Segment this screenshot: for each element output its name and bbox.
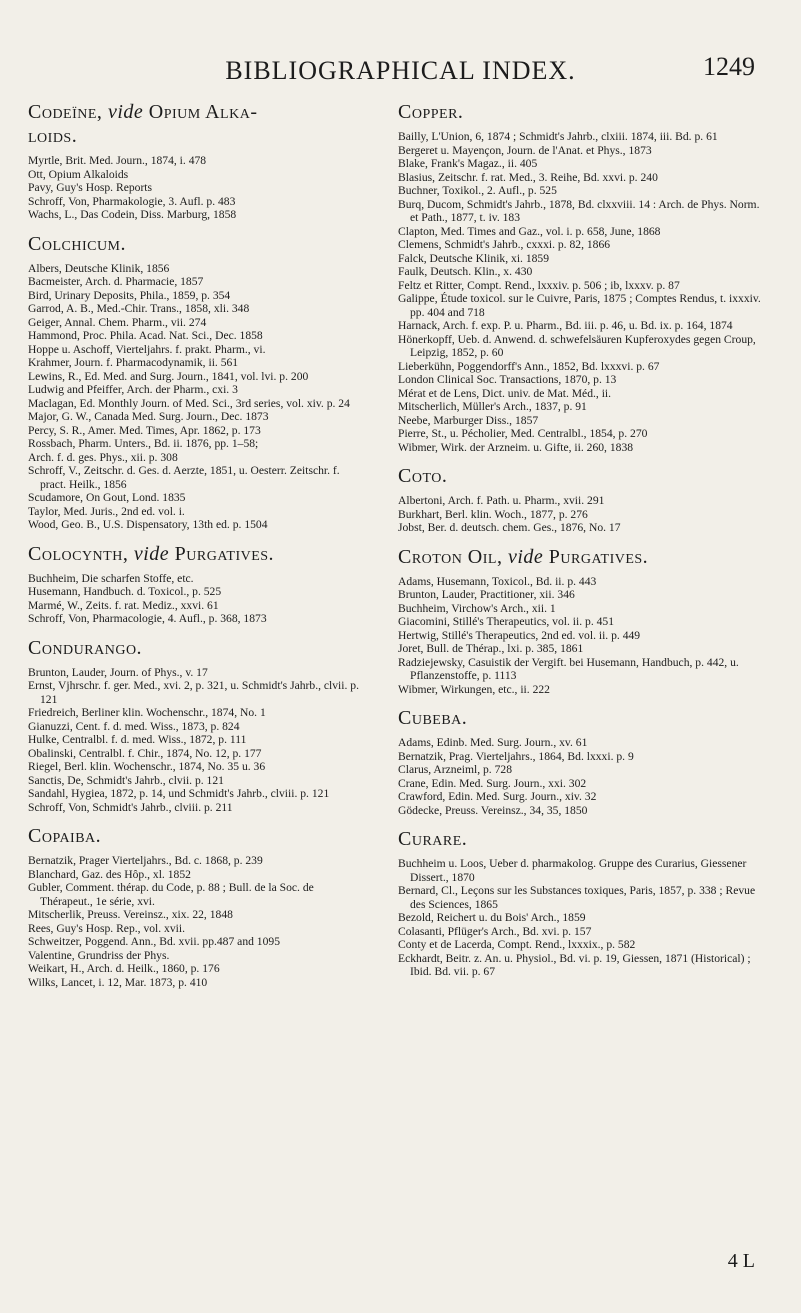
- section-heading: [28, 100, 368, 148]
- bibliography-entry: Blasius, Zeitschr. f. rat. Med., 3. Reihe, Bd. xxvi. p. 240: [398, 170, 658, 184]
- bibliography-entry: Mitscherlich, Müller's Arch., 1837, p. 91: [398, 400, 587, 413]
- bibliography-entry: Hertwig, Stillé's Therapeutics, 2nd ed. vol. ii. p. 449: [398, 628, 641, 642]
- section-heading: [28, 824, 368, 848]
- bibliography-entry: Bernatzik, Prag. Vierteljahrs., 1864, Bd. lxxxi. p. 9: [398, 749, 634, 763]
- bibliography-entry: Myrtle, Brit. Med. Journ., 1874, i. 478: [28, 154, 207, 167]
- bibliography-entry: Ott, Opium Alkaloids: [28, 167, 129, 181]
- bibliography-entry: London Clinical Soc. Transactions, 1870, p. 13: [398, 373, 617, 386]
- page-number: 1249: [703, 52, 755, 81]
- bibliography-entry: Clarus, Arzneiml, p. 728: [398, 763, 512, 776]
- bibliography-entry: Wibmer, Wirkungen, etc., ii. 222: [398, 682, 550, 696]
- index-section: [398, 706, 770, 817]
- bibliography-entry: Schroff, Von, Schmidt's Jahrb., clviii. p. 211: [28, 800, 233, 814]
- bibliography-entry: Gianuzzi, Cent. f. d. med. Wiss., 1873, p. 824: [28, 719, 240, 733]
- bibliography-entry: Hoppe u. Aschoff, Vierteljahrs. f. prakt. Pharm., vi.: [28, 342, 266, 356]
- index-section: [28, 232, 368, 532]
- section-heading: [28, 232, 368, 256]
- heading-vide: vide: [507, 545, 544, 568]
- bibliography-entry: Wilks, Lancet, i. 12, Mar. 1873, p. 410: [28, 975, 208, 989]
- bibliography-entry: Krahmer, Journ. f. Pharmacodynamik, ii. 561: [28, 356, 239, 369]
- index-section: [398, 100, 770, 454]
- bibliography-entry: Bezold, Reichert u. du Bois' Arch., 1859: [398, 911, 586, 924]
- bibliography-entry: Arch. f. d. ges. Phys., xii. p. 308: [28, 450, 178, 464]
- bibliography-entry: Sandahl, Hygiea, 1872, p. 14, und Schmidt's Jahrb., clviii. p. 121: [28, 787, 330, 800]
- heading-text: Curare.: [398, 828, 468, 850]
- bibliography-entry: Weikart, H., Arch. d. Heilk., 1860, p. 176: [28, 962, 220, 975]
- bibliography-entry: Hönerkopff, Ueb. d. Anwend. d. schwefelsäuren Kupferoxydes gegen Croup, Leipzig, 1852, p. 60: [398, 332, 756, 359]
- bibliography-entry: Pavy, Guy's Hosp. Reports: [28, 181, 153, 194]
- heading-text: Purgatives.: [174, 542, 275, 565]
- bibliography-entry: Husemann, Handbuch. d. Toxicol., p. 525: [28, 585, 222, 598]
- heading-vide: vide: [107, 101, 144, 123]
- bibliography-entry: Rees, Guy's Hosp. Rep., vol. xvii.: [28, 921, 185, 935]
- bibliography-entry: Mérat et de Lens, Dict. univ. de Mat. Méd., ii.: [398, 386, 612, 400]
- bibliography-entry: Pierre, St., u. Pécholier, Med. Centralbl., 1854, p. 270: [398, 427, 648, 440]
- bibliography-entry: Scudamore, On Gout, Lond. 1835: [28, 491, 186, 504]
- section-heading: [28, 542, 368, 566]
- bibliography-entry: Clapton, Med. Times and Gaz., vol. i. p. 658, June, 1868: [398, 224, 661, 238]
- heading-text: Condurango.: [28, 636, 143, 659]
- bibliography-entry: Garrod, A. B., Med.-Chir. Trans., 1858, xli. 348: [28, 302, 250, 315]
- bibliography-entry: Bailly, L'Union, 6, 1874 ; Schmidt's Jahrb., clxiii. 1874, iii. Bd. p. 61: [398, 130, 718, 143]
- heading-vide: vide: [133, 542, 170, 565]
- bibliography-entry: Eckhardt, Beitr. z. An. u. Physiol., Bd. vi. p. 19, Giessen, 1871 (Historical) ; Ibid. Bd. vii. p. 67: [398, 951, 751, 978]
- bibliography-entry: Adams, Edinb. Med. Surg. Journ., xv. 61: [398, 736, 588, 749]
- section-heading: [398, 827, 770, 851]
- bibliography-entry: Adams, Husemann, Toxicol., Bd. ii. p. 443: [398, 574, 597, 588]
- bibliography-entry: Buchheim, Die scharfen Stoffe, etc.: [28, 571, 194, 585]
- bibliography-entry: Rossbach, Pharm. Unters., Bd. ii. 1876, pp. 1–58;: [28, 437, 259, 450]
- heading-text: Codeïne,: [28, 101, 103, 123]
- bibliography-entry: Albers, Deutsche Klinik, 1856: [28, 261, 170, 275]
- bibliography-entry: Buchheim, Virchow's Arch., xii. 1: [398, 601, 556, 615]
- bibliography-entry: Brunton, Lauder, Journ. of Phys., v. 17: [28, 665, 208, 679]
- index-section: [28, 824, 368, 989]
- bibliography-entry: Bernard, Cl., Leçons sur les Substances toxiques, Paris, 1857, p. 338 ; Revue des Sciences, 1865: [398, 884, 756, 911]
- heading-text: Colocynth,: [28, 542, 129, 565]
- bibliography-entry: Faulk, Deutsch. Klin., x. 430: [398, 265, 533, 278]
- bibliography-entry: Buchner, Toxikol., 2. Aufl., p. 525: [398, 184, 557, 197]
- bibliography-entry: Bird, Urinary Deposits, Phila., 1859, p. 354: [28, 288, 231, 302]
- bibliography-entry: Joret, Bull. de Thérap., lxi. p. 385, 1861: [398, 642, 584, 655]
- bibliography-entry: Schroff, Von, Pharmakologie, 3. Aufl. p. 483: [28, 194, 236, 208]
- bibliography-entry: Obalinski, Centralbl. f. Chir., 1874, No. 12, p. 177: [28, 746, 262, 760]
- bibliography-entry: Hammond, Proc. Phila. Acad. Nat. Sci., Dec. 1858: [28, 329, 263, 342]
- bibliography-entry: Lieberkühn, Poggendorff's Ann., 1852, Bd. lxxxvi. p. 67: [398, 359, 660, 373]
- bibliography-entry: Gubler, Comment. thérap. du Code, p. 88 ; Bull. de la Soc. de Thérapeut., 1e série, xvi.: [28, 881, 314, 908]
- bibliography-entry: Riegel, Berl. klin. Wochenschr., 1874, No. 35 u. 36: [28, 760, 266, 773]
- bibliography-entry: Harnack, Arch. f. exp. P. u. Pharm., Bd. iii. p. 46, u. Bd. ix. p. 164, 1874: [398, 319, 733, 332]
- bibliography-entry: Radziejewsky, Casuistik der Vergift. bei Husemann, Handbuch, p. 442, u. Pflanzenstoffe, p. 1113: [398, 655, 739, 682]
- bibliography-entry: Crane, Edin. Med. Surg. Journ., xxi. 302: [398, 776, 587, 790]
- index-section: [28, 542, 368, 626]
- bibliography-entry: Ernst, Vjhrschr. f. ger. Med., xvi. 2, p. 321, u. Schmidt's Jahrb., clvii. p. 121: [28, 679, 359, 706]
- bibliography-entry: Schweitzer, Poggend. Ann., Bd. xvii. pp.487 and 1095: [28, 935, 280, 948]
- bibliography-entry: Burkhart, Berl. klin. Woch., 1877, p. 276: [398, 507, 588, 521]
- heading-text: loids.: [28, 125, 78, 147]
- bibliography-entry: Bernatzik, Prager Vierteljahrs., Bd. c. 1868, p. 239: [28, 854, 263, 867]
- bibliography-entry: Bergeret u. Mayençon, Journ. de l'Anat. et Phys., 1873: [398, 143, 652, 157]
- bibliography-entry: Brunton, Lauder, Practitioner, xii. 346: [398, 588, 575, 601]
- bibliography-entry: Schroff, V., Zeitschr. d. Ges. d. Aerzte, 1851, u. Oesterr. Zeitschr. f. pract. Heilk., 1856: [28, 464, 340, 491]
- bibliography-entry: Valentine, Grundriss der Phys.: [28, 948, 170, 962]
- heading-text: Purgatives.: [548, 545, 649, 568]
- bibliography-entry: Gödecke, Preuss. Vereinsz., 34, 35, 1850: [398, 803, 588, 817]
- bibliography-entry: Wood, Geo. B., U.S. Dispensatory, 13th ed. p. 1504: [28, 518, 268, 531]
- bibliography-entry: Hulke, Centralbl. f. d. med. Wiss., 1872, p. 111: [28, 733, 247, 746]
- heading-text: Coto.: [398, 465, 448, 487]
- bibliography-entry: Burq, Ducom, Schmidt's Jahrb., 1878, Bd. clxxviii. 14 : Arch. de Phys. Norm. et Path., 1877, t. iv. 183: [398, 197, 760, 224]
- bibliography-entry: Wibmer, Wirk. der Arzneim. u. Gifte, ii. 260, 1838: [398, 440, 634, 454]
- bibliography-entry: Galippe, Étude toxicol. sur le Cuivre, Paris, 1875 ; Comptes Rendus, t. ixxxiv. pp. 404 and 718: [398, 292, 761, 319]
- bibliography-entry: Ludwig and Pfeiffer, Arch. der Pharm., cxi. 3: [28, 383, 238, 396]
- bibliography-entry: Wachs, L., Das Codein, Diss. Marburg, 1858: [28, 208, 237, 221]
- bibliography-entry: Colasanti, Pflüger's Arch., Bd. xvi. p. 157: [398, 924, 592, 938]
- bibliography-entry: Jobst, Ber. d. deutsch. chem. Ges., 1876, No. 17: [398, 521, 621, 534]
- left-column: [28, 100, 368, 999]
- index-section: [28, 636, 368, 815]
- section-heading: [398, 100, 770, 124]
- bibliography-entry: Blanchard, Gaz. des Hôp., xl. 1852: [28, 867, 191, 881]
- heading-text: Copper.: [398, 101, 464, 123]
- index-section: [28, 100, 368, 222]
- bibliography-entry: Giacomini, Stillé's Therapeutics, vol. ii. p. 451: [398, 615, 615, 628]
- bibliography-entry: Clemens, Schmidt's Jahrb., cxxxi. p. 82, 1866: [398, 238, 611, 251]
- bibliography-entry: Falck, Deutsche Klinik, xi. 1859: [398, 251, 550, 265]
- bibliography-entry: Feltz et Ritter, Compt. Rend., lxxxiv. p. 506 ; ib, lxxxv. p. 87: [398, 278, 680, 292]
- bibliography-entry: Marmé, W., Zeits. f. rat. Mediz., xxvi. 61: [28, 598, 219, 612]
- section-heading: [398, 706, 770, 730]
- bibliography-entry: Friedreich, Berliner klin. Wochenschr., 1874, No. 1: [28, 706, 266, 719]
- signature-mark: 4 L: [727, 1250, 755, 1272]
- index-section: [398, 827, 770, 979]
- bibliography-entry: Geiger, Annal. Chem. Pharm., vii. 274: [28, 315, 207, 329]
- bibliography-entry: Percy, S. R., Amer. Med. Times, Apr. 1862, p. 173: [28, 423, 261, 437]
- heading-text: Opium Alka-: [148, 101, 258, 123]
- bibliography-entry: Buchheim u. Loos, Ueber d. pharmakolog. Gruppe des Curarius, Giessener Dissert., 1870: [398, 857, 747, 884]
- bibliography-entry: Neebe, Marburger Diss., 1857: [398, 413, 539, 427]
- bibliography-entry: Lewins, R., Ed. Med. and Surg. Journ., 1841, vol. lvi. p. 200: [28, 369, 309, 383]
- index-section: [398, 464, 770, 535]
- bibliography-entry: Blake, Frank's Magaz., ii. 405: [398, 157, 538, 170]
- index-section: [398, 545, 770, 697]
- section-heading: [398, 545, 770, 569]
- page-header: [0, 48, 801, 88]
- section-heading: [28, 636, 368, 660]
- bibliography-entry: Mitscherlik, Preuss. Vereinsz., xix. 22, 1848: [28, 908, 233, 921]
- heading-text: Colchicum.: [28, 232, 127, 255]
- heading-text: Croton Oil,: [398, 545, 503, 568]
- bibliography-entry: Sanctis, De, Schmidt's Jahrb., clvii. p. 121: [28, 773, 224, 787]
- section-heading: [398, 464, 770, 488]
- bibliography-entry: Crawford, Edin. Med. Surg. Journ., xiv. 32: [398, 790, 597, 803]
- heading-text: Cubeba.: [398, 707, 468, 729]
- right-column: [398, 100, 770, 989]
- bibliography-entry: Taylor, Med. Juris., 2nd ed. vol. i.: [28, 504, 185, 518]
- bibliography-entry: Maclagan, Ed. Monthly Journ. of Med. Sci., 3rd series, vol. xiv. p. 24: [28, 396, 350, 410]
- bibliography-entry: Major, G. W., Canada Med. Surg. Journ., Dec. 1873: [28, 410, 269, 423]
- bibliography-entry: Schroff, Von, Pharmacologie, 4. Aufl., p. 368, 1873: [28, 612, 267, 625]
- bibliography-entry: Bacmeister, Arch. d. Pharmacie, 1857: [28, 275, 204, 288]
- bibliography-entry: Albertoni, Arch. f. Path. u. Pharm., xvii. 291: [398, 494, 605, 507]
- bibliography-entry: Conty et de Lacerda, Compt. Rend., lxxxix., p. 582: [398, 938, 636, 951]
- heading-text: Copaiba.: [28, 825, 102, 847]
- running-title: BIBLIOGRAPHICAL INDEX.: [225, 56, 576, 85]
